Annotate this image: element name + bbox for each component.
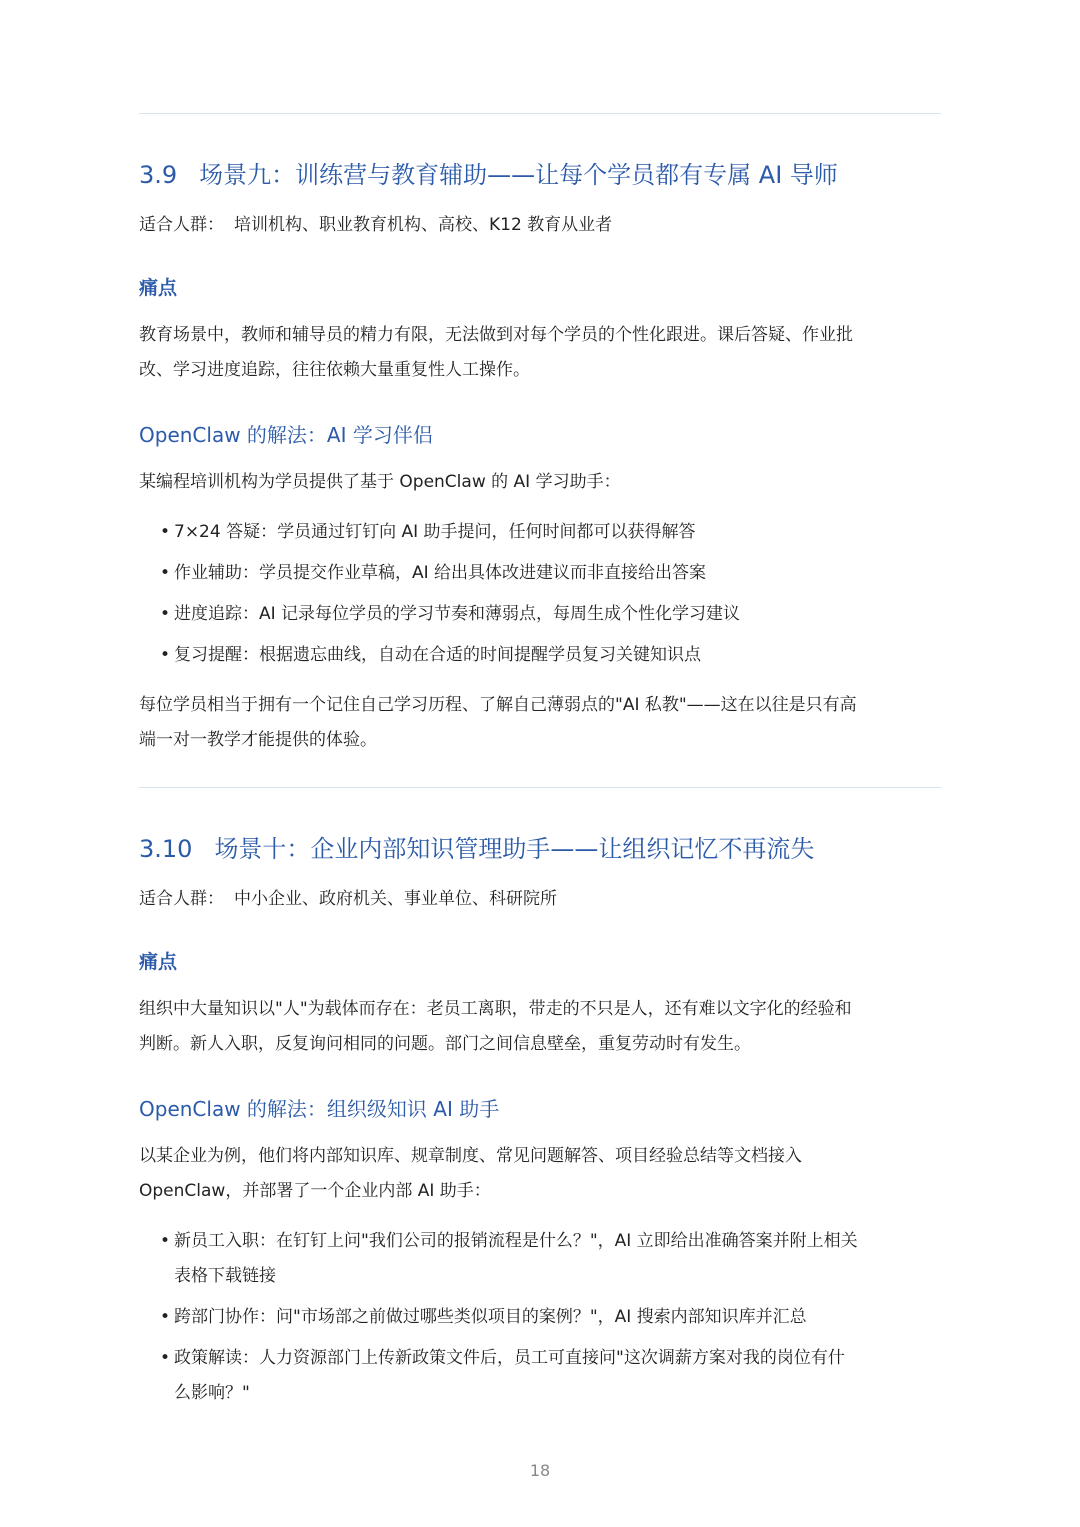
paragraph-line: 端一对一教学才能提供的体验。	[139, 730, 377, 750]
bullet-item	[160, 515, 940, 550]
bullet-text: 作业辅助：学员提交作业草稿，AI 给出具体改进建议而非直接给出答案	[174, 563, 707, 583]
closing-paragraph	[139, 688, 941, 758]
bullet-dot-icon: •	[160, 1307, 171, 1327]
pain-heading: 痛点	[139, 951, 178, 973]
audience-label: 适合人群：	[139, 215, 224, 235]
bullet-text: 表格下载链接	[174, 1266, 276, 1286]
paragraph-line: 判断。新人入职，反复询问相同的问题。部门之间信息壁垒，重复劳动时有发生。	[139, 1034, 751, 1054]
solution-heading: OpenClaw 的解法：AI 学习伴侣	[139, 423, 433, 447]
bullet-dot-icon: •	[160, 604, 171, 624]
audience-label: 适合人群：	[139, 889, 224, 909]
solution-intro	[139, 1139, 941, 1209]
section-title-3-10	[139, 832, 814, 866]
audience-line	[139, 212, 612, 238]
section-title-text: 场景十：企业内部知识管理助手——让组织记忆不再流失	[214, 835, 815, 863]
paragraph-line: 改、学习进度追踪，往往依赖大量重复性人工操作。	[139, 360, 530, 380]
bullet-dot-icon: •	[160, 1348, 171, 1368]
section-number: 3.10	[139, 835, 193, 863]
bullet-text: 跨部门协作：问"市场部之前做过哪些类似项目的案例？"，AI 搜索内部知识库并汇总	[174, 1307, 807, 1327]
bullet-text: 复习提醒：根据遗忘曲线，自动在合适的时间提醒学员复习关键知识点	[174, 645, 701, 665]
pain-heading: 痛点	[139, 277, 178, 299]
section-divider	[139, 787, 941, 788]
bullet-item	[160, 1224, 940, 1294]
section-divider	[139, 113, 941, 114]
bullet-dot-icon: •	[160, 1231, 171, 1251]
paragraph-line: 每位学员相当于拥有一个记住自己学习历程、了解自己薄弱点的"AI 私教"——这在以往是只有高	[139, 695, 857, 715]
bullet-item	[160, 1300, 940, 1335]
section-title-3-9	[139, 158, 838, 192]
solution-heading: OpenClaw 的解法：组织级知识 AI 助手	[139, 1097, 500, 1121]
paragraph-line: 以某企业为例，他们将内部知识库、规章制度、常见问题解答、项目经验总结等文档接入	[139, 1146, 802, 1166]
audience-line	[139, 886, 557, 912]
paragraph-line: 教育场景中，教师和辅导员的精力有限，无法做到对每个学员的个性化跟进。课后答疑、作业批	[139, 325, 853, 345]
pain-paragraph	[139, 992, 941, 1062]
paragraph-line: OpenClaw，并部署了一个企业内部 AI 助手：	[139, 1181, 491, 1201]
bullet-text: 进度追踪：AI 记录每位学员的学习节奏和薄弱点，每周生成个性化学习建议	[174, 604, 741, 624]
audience-value: 中小企业、政府机关、事业单位、科研院所	[234, 889, 557, 909]
bullet-item	[160, 556, 940, 591]
bullet-text: 政策解读：人力资源部门上传新政策文件后，员工可直接问"这次调薪方案对我的岗位有什	[174, 1348, 845, 1368]
bullet-item	[160, 597, 940, 632]
bullet-item	[160, 638, 940, 673]
bullet-dot-icon: •	[160, 645, 171, 665]
section-number: 3.9	[139, 161, 178, 189]
audience-value: 培训机构、职业教育机构、高校、K12 教育从业者	[234, 215, 613, 235]
section-title-text: 场景九：训练营与教育辅助——让每个学员都有专属 AI 导师	[199, 161, 838, 189]
bullet-text: 新员工入职：在钉钉上问"我们公司的报销流程是什么？"，AI 立即给出准确答案并附上相关	[174, 1231, 858, 1251]
bullet-text: 么影响？"	[174, 1383, 250, 1403]
bullet-text: 7×24 答疑：学员通过钉钉向 AI 助手提问，任何时间都可以获得解答	[174, 522, 696, 542]
page-number: 18	[529, 1461, 551, 1480]
bullet-item	[160, 1341, 940, 1411]
bullet-dot-icon: •	[160, 522, 171, 542]
pain-paragraph	[139, 318, 941, 388]
solution-intro	[139, 465, 941, 500]
bullet-dot-icon: •	[160, 563, 171, 583]
paragraph-line: 某编程培训机构为学员提供了基于 OpenClaw 的 AI 学习助手：	[139, 472, 621, 492]
paragraph-line: 组织中大量知识以"人"为载体而存在：老员工离职，带走的不只是人，还有难以文字化的经验和	[139, 999, 852, 1019]
